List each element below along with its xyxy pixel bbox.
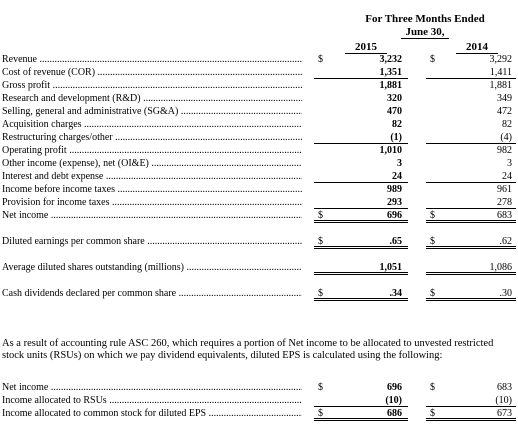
row-label: Income before income taxes ..... [2,184,302,196]
value-2014: 278 [497,197,512,208]
value-2015: 470 [387,106,402,117]
value-2015: 989 [387,184,402,195]
value-2014: 961 [497,184,512,195]
double-underline-2014 [426,298,516,301]
value-2015: 1,051 [379,262,402,273]
value-2015: 696 [387,382,402,393]
value-2015: 1,351 [379,67,402,78]
table-row [0,119,518,131]
row-label: Provision for income taxes ..... [2,197,302,209]
underline-2014 [426,143,516,144]
currency-symbol-2014: $ [430,236,435,247]
underline-2014 [426,182,516,183]
value-2015: 1,881 [379,80,402,91]
value-2014: 683 [497,382,512,393]
double-underline-2015 [314,418,408,421]
table-row [0,382,518,394]
value-2014: .30 [499,288,512,299]
table-row [0,184,518,196]
year-2015-text: 2015 [345,41,387,54]
value-2015: (1) [390,132,402,143]
row-label: Restructuring charges/other ..... [2,132,302,144]
value-2014: 1,411 [489,67,512,78]
table-row [0,288,518,300]
value-2015: 293 [387,197,402,208]
table-row [0,171,518,183]
value-2014: 673 [497,408,512,419]
table-row [0,210,518,222]
currency-symbol-2014: $ [430,408,435,419]
row-label: Cash dividends declared per common share ..... [2,288,302,300]
row-label: Acquisition charges ..... [2,119,302,131]
year-2014-header [440,41,514,53]
value-2014: (4) [500,132,512,143]
double-underline-2014 [426,220,516,223]
value-2015: 1,010 [379,145,402,156]
year-2015-header [330,41,402,53]
currency-symbol-2015: $ [318,382,323,393]
currency-symbol-2015: $ [318,210,323,221]
table-row [0,158,518,170]
row-label: Income allocated to RSUs ..... [2,395,302,407]
value-2014: 3 [507,158,512,169]
row-label: Income allocated to common stock for diluted EPS ..... [2,408,302,420]
double-underline-2014 [426,272,516,275]
header-period: For Three Months Ended [365,13,485,25]
table-row [0,80,518,92]
row-label: Research and development (R&D) ..... [2,93,302,105]
value-2015: 3,232 [379,54,402,65]
row-label: Diluted earnings per common share ..... [2,236,302,248]
underline-2014 [426,78,516,79]
currency-symbol-2015: $ [318,54,323,65]
table-row [0,132,518,144]
value-2015: (10) [385,395,402,406]
currency-symbol-2015: $ [318,408,323,419]
underline-2015 [314,182,408,183]
value-2014: 82 [502,119,512,130]
value-2015: 320 [387,93,402,104]
value-2014: .62 [499,236,512,247]
value-2015: .65 [389,236,402,247]
table-row [0,67,518,79]
value-2014: 982 [497,145,512,156]
header-date-text: June 30, [401,26,448,39]
underline-2015 [314,143,408,144]
underline-2014 [426,406,516,407]
value-2014: 24 [502,171,512,182]
value-2015: 696 [387,210,402,221]
row-label: Operating profit ..... [2,145,302,157]
double-underline-2015 [314,220,408,223]
value-2015: 24 [392,171,402,182]
table-row [0,197,518,209]
table-row [0,54,518,66]
header-date [340,26,510,38]
table-row [0,106,518,118]
row-label: Revenue ..... [2,54,302,66]
row-label: Selling, general and administrative (SG&A) ..... [2,106,302,118]
row-label: Other income (expense), net (OI&E) ..... [2,158,302,170]
underline-2015 [314,78,408,79]
value-2015: 82 [392,119,402,130]
currency-symbol-2015: $ [318,236,323,247]
year-2014-text: 2014 [456,41,498,54]
underline-2015 [314,208,408,209]
value-2015: .34 [389,288,402,299]
row-label: Cost of revenue (COR) ..... [2,67,302,79]
row-label: Interest and debt expense ..... [2,171,302,183]
table-row [0,145,518,157]
value-2015: 3 [397,158,402,169]
value-2014: 1,881 [489,80,512,91]
underline-2014 [426,208,516,209]
currency-symbol-2014: $ [430,382,435,393]
double-underline-2014 [426,246,516,249]
value-2014: 349 [497,93,512,104]
value-2014: (10) [495,395,512,406]
underline-2015 [314,406,408,407]
currency-symbol-2014: $ [430,288,435,299]
value-2015: 686 [387,408,402,419]
eps-note: As a result of accounting rule ASC 260, which requires a portion of Net income to be allocated to unvested restricted stock units (RSUs) on which we pay dividend equivalents, diluted EPS is calculated using the following: [2,338,494,361]
double-underline-2015 [314,246,408,249]
row-label: Average diluted shares outstanding (millions) ..... [2,262,302,274]
value-2014: 683 [497,210,512,221]
table-row [0,93,518,105]
table-row [0,395,518,407]
currency-symbol-2014: $ [430,210,435,221]
double-underline-2015 [314,272,408,275]
row-label: Net income ..... [2,382,302,394]
row-label: Gross profit ..... [2,80,302,92]
table-row [0,262,518,274]
table-row [0,236,518,248]
currency-symbol-2014: $ [430,54,435,65]
double-underline-2015 [314,298,408,301]
currency-symbol-2015: $ [318,288,323,299]
row-label: Net income ..... [2,210,302,222]
value-2014: 1,086 [489,262,512,273]
value-2014: 472 [497,106,512,117]
table-row [0,408,518,420]
value-2014: 3,292 [489,54,512,65]
double-underline-2014 [426,418,516,421]
